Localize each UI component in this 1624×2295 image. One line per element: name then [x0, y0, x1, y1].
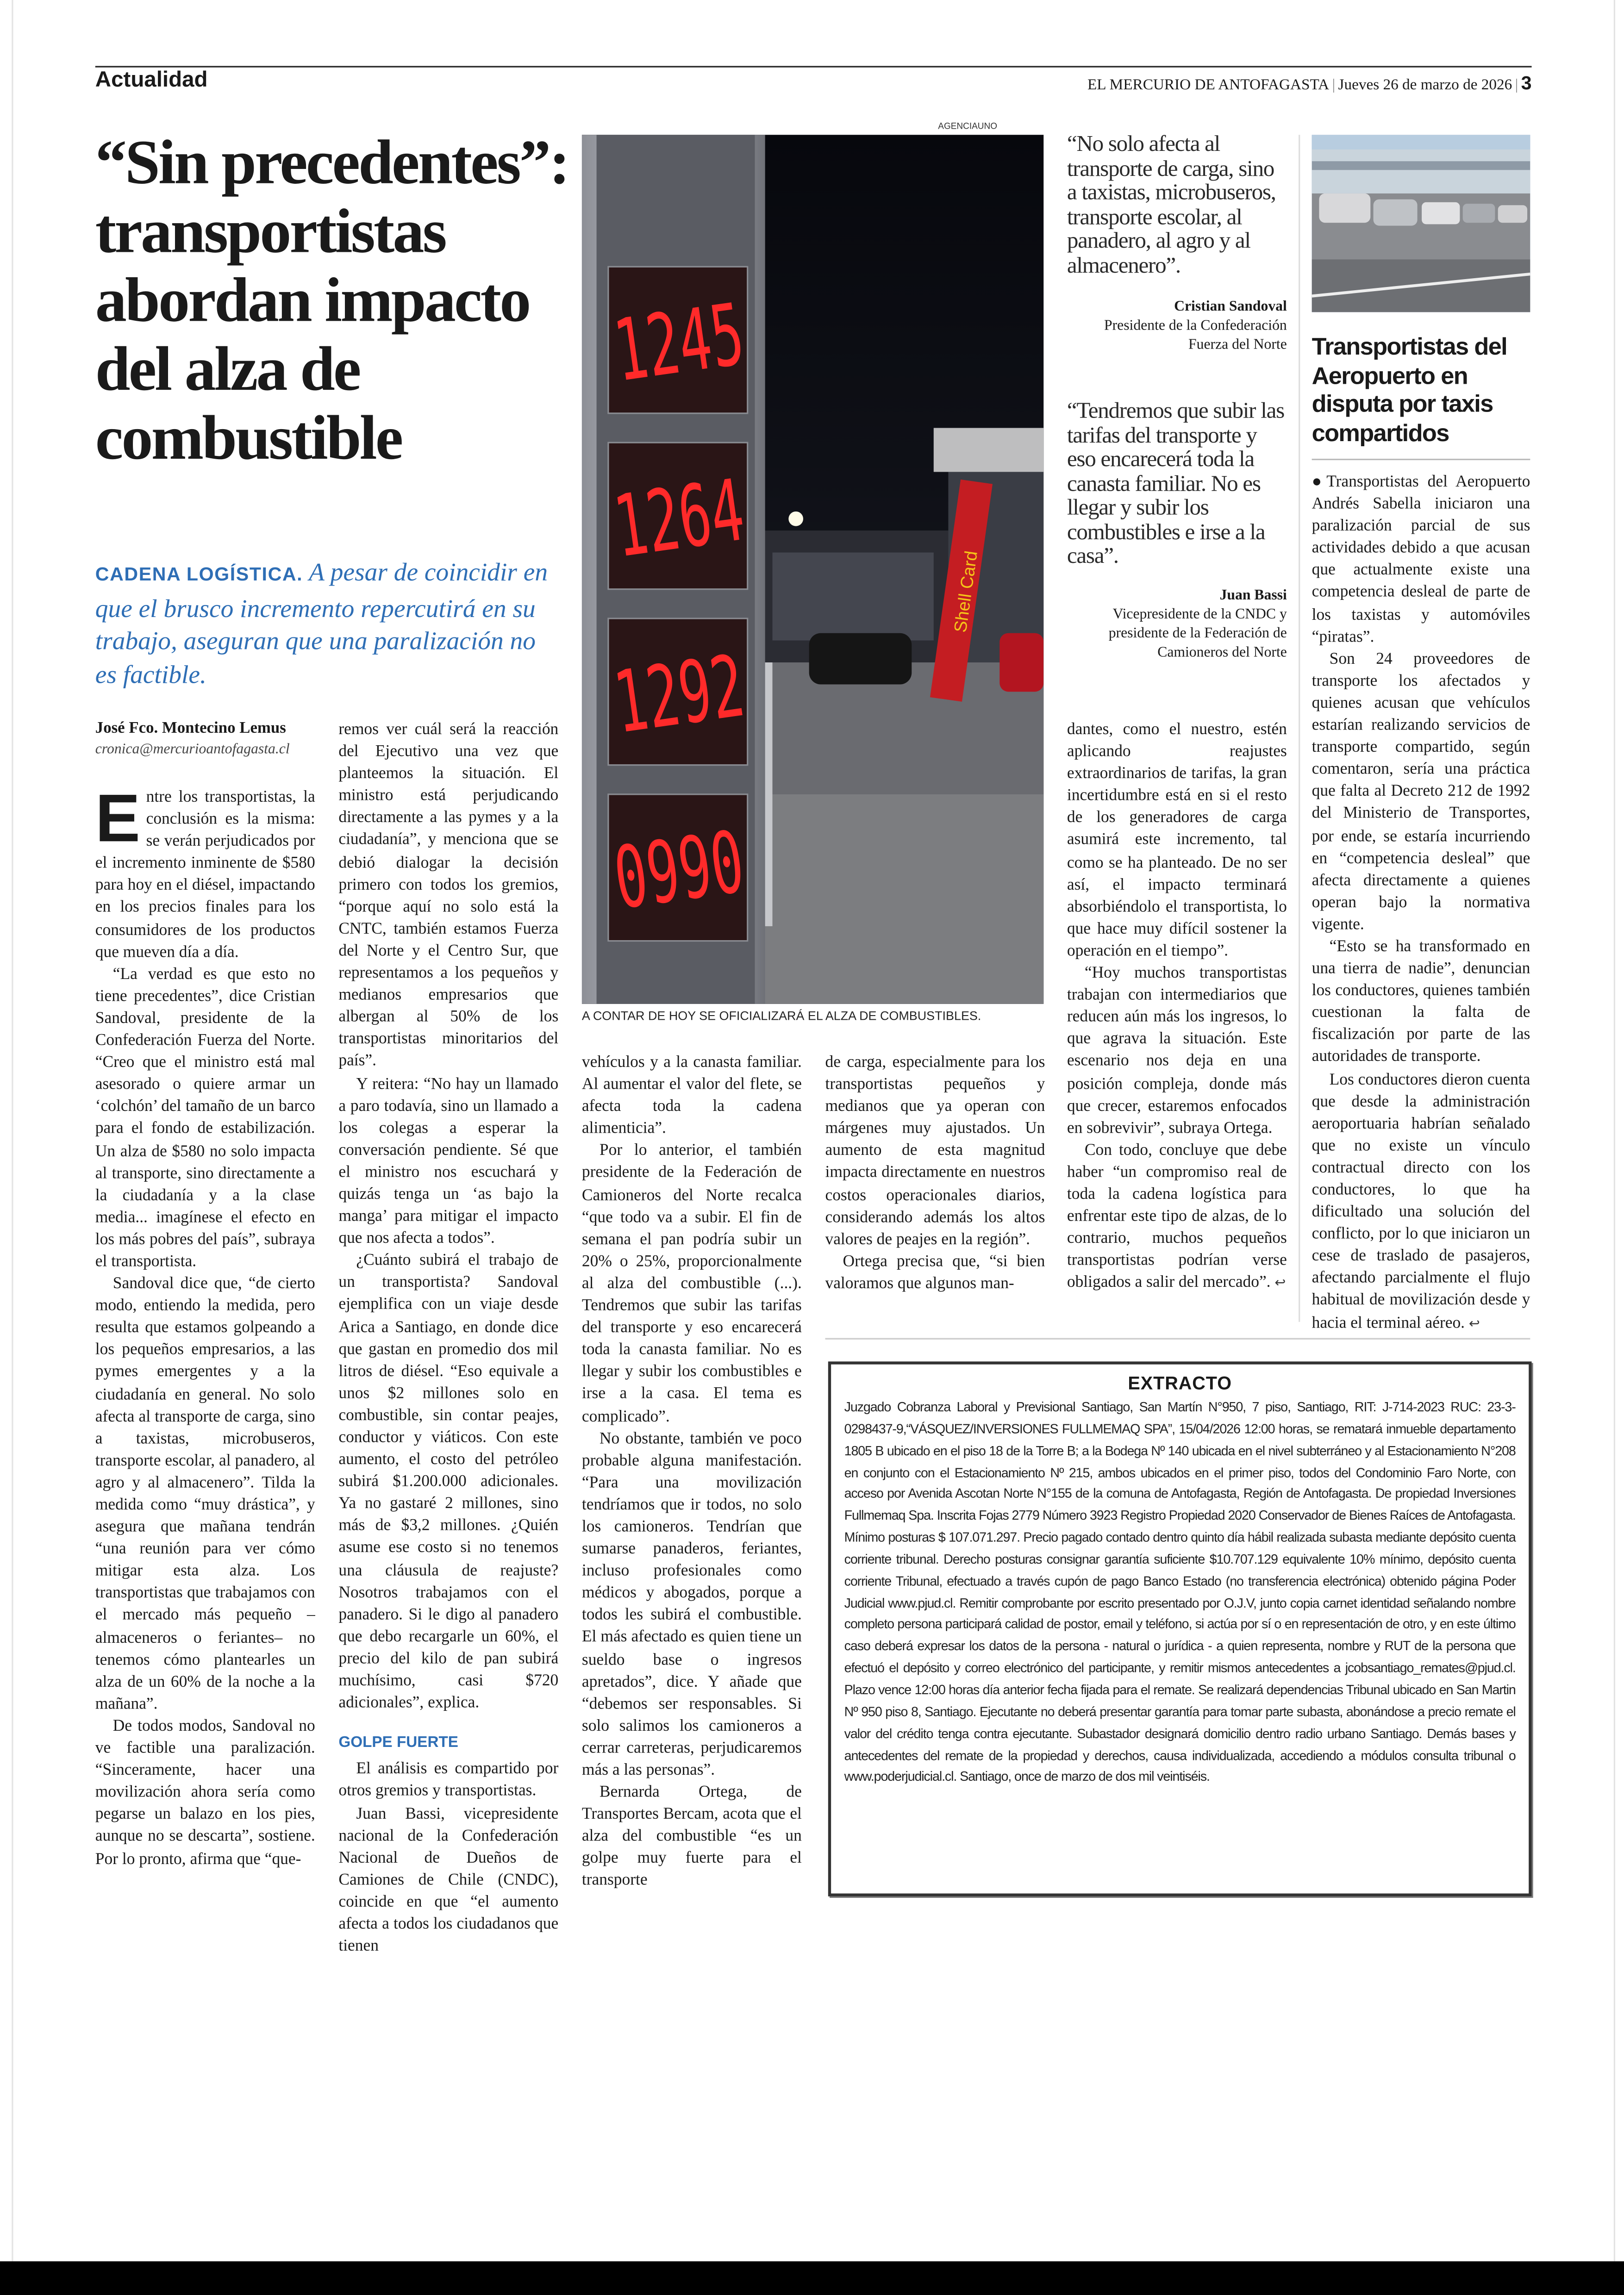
issue-date: Jueves 26 de marzo de 2026 [1338, 77, 1512, 94]
paragraph-text: Juan Bassi, vicepresidente nacional de la Confederación Nacional de Dueños de Camiones de Chile (CNDC), coincide en que “el aumento afecta a todos los ciudadanos que tienen [338, 1805, 559, 1955]
article-column-1 [95, 780, 315, 1871]
end-of-article-icon: ↩ [1274, 1277, 1286, 1292]
paragraph-text: ●Transportistas del Aeropuerto Andrés Sabella iniciaron una paralización parcial de sus actividades debido a que acusan que actualmente existe una competencia desleal de parte de los taxistas y automóviles “piratas”. [1312, 473, 1530, 646]
paragraph-text: “Esto se ha transformado en una tierra de nadie”, denuncian los conductores, quienes también cuestionan la falta de fiscalización por parte de las autoridades de transporte. [1312, 938, 1530, 1066]
fuel-price-digits: 1245 [608, 274, 825, 401]
article-paragraph [338, 1803, 558, 1958]
subhead-golpe-fuerte: GOLPE FUERTE [338, 1734, 458, 1752]
notice-title: EXTRACTO [1128, 1373, 1232, 1394]
paragraph-text: “Hoy muchos transportistas trabajan con intermediarios que reducen aún más los ingresos, lo que agrava la situación. Este escenario nos deja en una posición compleja, donde más que crecer, estaremos enfocados en sobrevivir”, subraya Ortega. [1067, 964, 1287, 1137]
byline [95, 720, 315, 758]
pull-quote-2-attribution [1067, 586, 1287, 662]
article-column-3 [582, 1052, 802, 1893]
notice-divider [825, 1338, 1530, 1340]
article-paragraph [338, 1073, 558, 1250]
paragraph-text: de carga, especialmente para los transportistas pequeños y medianos que ya operan con márgenes muy ajustados. Un aumento de esta magnitud impacta directamente en nuestros costos operacionales diarios, considerando además los altos valores de peajes en la región”. [825, 1054, 1045, 1248]
paragraph-text: Y reitera: “No hay un llamado a paro todavía, sino un llamado a los colegas a esperar la conversación pendiente. Sé que el ministro nos escuchará y quizás tenga un ‘as bajo la manga’ para mitigar el impacto que nos afecta a todos”. [338, 1075, 559, 1247]
article-column-5 [1067, 720, 1287, 1297]
lede-kicker: CADENA LOGÍSTICA. [95, 562, 303, 585]
article-paragraph [1312, 936, 1530, 1069]
fuel-price-sign-photo [582, 135, 1043, 1004]
article-lede [95, 555, 557, 690]
column-divider [1299, 135, 1300, 1322]
paragraph-text: Sandoval dice que, “de cierto modo, entiendo la medida, pero resulta que estamos golpeando a los pequeños empresarios, a las pymes emergentes y a la ciudadanía en general. No solo afecta al transporte de carga, sino a taxistas, microbuseros, transporte escolar, al panadero, al agro y al almacenero”. Tilda la medida como “muy drástica”, y asegura que mañana tendrán “una reunión para ver cómo mitigar esta alza. Los transportistas que trabajamos con el mercado más pequeño –almaceneros o feriantes– no tenemos cómo plantearles un alza de un 60% de la noche a la mañana”. [95, 1275, 315, 1713]
airport-illustration [1312, 135, 1530, 312]
shell-card-banner: Shell Card [950, 549, 982, 634]
author-name: José Fco. Montecino Lemus [95, 719, 286, 737]
article-paragraph [1067, 720, 1287, 963]
paragraph-text: Ortega precisa que, “si bien valoramos que algunos man- [825, 1253, 1045, 1293]
end-of-article-icon: ↩ [1468, 1316, 1480, 1332]
lede-text: A pesar de coincidir en que el brusco incremento repercutirá en su trabajo, aseguran que una paralización no es factible. [95, 557, 548, 688]
legal-notice-box [828, 1361, 1532, 1896]
paragraph-text: Por lo anterior, el también presidente de la Federación de Camioneros del Norte recalca “que todo va a subir. El fin de semana el pan podría subir un 20% o 25%, proporcionalmente al alza del combustible (...). Tendremos que subir las tarifas del transporte y eso encarecerá toda la canasta familiar. No es llegar y subir los combustibles e irse a la casa. El tema es complicado”. [581, 1142, 802, 1425]
paragraph-text: Los conductores dieron cuenta que desde la administración aeroportuaria habrían señalado que no existe un vínculo contractual directo con los conductores, lo que ha dificultado una solución del conflicto, por lo que iniciaron un cese de traslado de pasajeros, afectando parcialmente el flujo habitual de movilización desde y hacia el terminal aéreo. [1312, 1070, 1530, 1332]
quote-person: Cristian Sandoval [1174, 299, 1287, 315]
article-paragraph [95, 1274, 315, 1716]
article-paragraph [1067, 963, 1287, 1140]
photo-illustration [582, 135, 1043, 1004]
fuel-price-digits: 1292 [608, 626, 825, 753]
article-paragraph [582, 1782, 802, 1893]
paragraph-text: El análisis es compartido por otros gremios y transportistas. [338, 1760, 559, 1801]
article-paragraph [825, 1251, 1045, 1296]
quote-role: Vicepresidente de la CNDC y presidente de la Federación de Camioneros del Norte [1108, 606, 1287, 661]
photo-credit: AGENCIAUNO [938, 123, 998, 132]
paragraph-text: remos ver cuál será la reacción del Ejecutivo una vez que planteemos la situación. El ministro está perjudicando directamente a las pymes y a la ciudadanía”, y menciona que se debió dialogar la decisión primero con todos los gremios, “porque aquí no solo está la CNTC, también estamos Fuerza del Norte y el Centro Sur, que representamos a los pequeños y medianos empresarios que albergan al 50% de los transportistas minoritarios del país”. [338, 721, 559, 1071]
airport-taxis-photo [1312, 135, 1530, 312]
photo-caption: A CONTAR DE HOY SE OFICIALIZARÁ EL ALZA DE COMBUSTIBLES. [581, 1008, 981, 1023]
newspaper-name: EL MERCURIO DE ANTOFAGASTA [1087, 77, 1330, 94]
article-paragraph [582, 1141, 802, 1428]
masthead: EL MERCURIO DE ANTOFAGASTA | Jueves 26 de marzo de 2026 | 3 [1087, 72, 1532, 94]
article-paragraph [95, 1716, 315, 1871]
notice-body: Juzgado Cobranza Laboral y Previsional Santiago, San Martín N°950, 7 piso, Santiago, RIT: J-714-2023 RUC: 23-3-0298437-9,“VÁSQUEZ/INVERSIONES FULLMEMAQ SPA”, 15/04/2026 12:00 horas, se rematará inmueble departamento 1805 B ubicado en el piso 18 de la Torre B; a la Bodega Nº 140 ubicada en el nivel subterráneo y al Estacionamiento N°208 en conjunto con el Estacionamiento Nº 215, ambos ubicados en el primer piso, todos del Condominio Faro Norte, con acceso por Avenida Ascotan Norte N°155 de la comuna de Antofagasta, Región de Antofagasta. De propiedad Inversiones Fullmemaq Spa. Inscrita Fojas 2779 Número 3923 Registro Propiedad 2020 Conservador de Bienes Raíces de Antofagasta. Mínimo posturas $ 107.071.297. Precio pagado contado dentro quinto día hábil realizada subasta mediante depósito cuenta corriente tribunal. Derecho posturas consignar garantía suficiente $10.707.129 equivalente 10% mínimo, depósito cuenta corriente Tribunal, efectuado a través cupón de pago Banco Estado (no transferencia electrónica) obtenido página Poder Judicial www.pjud.cl. Remitir comprobante por escrito presentado por O.J.V, junto copia carnet identidad señalando nombre completo persona participará calidad de postor, email y teléfono, si actúa por sí o en representación de otro, y en este último caso deberá expresar los datos de la persona - natural o jurídica - a quien representa, nombre y RUT de la persona que efectuó el depósito y correo electrónico del participante, y remitir mismos antecedentes a jcobsantiago_remates@pjud.cl. Plazo vence 12:00 horas día anterior fecha fijada para el remate. Se realizará dependencias Tribunal ubicado en San Martin Nº 950 piso 8, Santiago. Ejecutante no deberá presentar garantía para tomar parte subasta, abonándose a precio remate el valor del crédito tenga contra ejecutante. Subastador designará domicilio dentro radio urbano Santiago. Demás bases y antecedentes del remate de la propiedad y derechos, causa individualizada, accediendo a módulos consulta tribunal o www.poderjudicial.cl. Santiago, once de marzo de dos mil veintiséis. [844, 1399, 1516, 1784]
section-label: Actualidad [95, 67, 208, 93]
article-paragraph [95, 780, 315, 964]
paragraph-text: Bernarda Ortega, de Transportes Bercam, acota que el alza del combustible “es un golpe muy fuerte para el transporte [581, 1784, 802, 1890]
sidebar-headline: Transportistas del Aeropuerto en disputa por taxis compartidos [1312, 334, 1507, 447]
fuel-price-digits: 0990 [608, 802, 825, 929]
article-column-4 [825, 1052, 1045, 1296]
article-paragraph [95, 964, 315, 1273]
sidebar-divider [1312, 459, 1530, 460]
paragraph-text: No obstante, también ve poco probable alguna manifestación. “Para una movilización tendríamos que ir todos, no solo los camioneros. Tendrían que sumarse panaderos, feriantes, incluso profesionales como médicos y abogados, porque a todos les subirá el combustible. El más afectado es quien tiene un sueldo base o ingresos apretados”, dice. Y añade que “debemos ser responsables. Si solo salimos los camioneros a cerrar carreteras, perjudicaremos más a las personas”. [581, 1429, 802, 1779]
pull-quote-1-attribution [1067, 298, 1287, 355]
article-headline: “Sin precedentes”: transportistas abordan impacto del alza de combustible [95, 129, 568, 474]
paragraph-text: Son 24 proveedores de transporte los afectados y quienes acusan que vehículos estarían realizando servicios de transporte compartido, según comentaron, sería una práctica que falta al Decreto 212 de 1992 del Ministerio de Transportes, por ende, se estaría incurriendo en “competencia desleal” que afecta directamente a quienes operan bajo la normativa vigente. [1312, 650, 1530, 934]
article-paragraph [338, 1759, 558, 1803]
paragraph-text: vehículos y a la canasta familiar. Al aumentar el valor del flete, se afecta toda la cadena alimenticia”. [581, 1054, 802, 1138]
paragraph-text: ¿Cuánto subirá el trabajo de un transportista? Sandoval ejemplifica con un viaje desde Arica a Santiago, en donde dice que gastan en promedio dos mil litros de diésel. “Eso equivale a unos $2 millones solo en combustible, sin contar peajes, conductor y viáticos. Con este aumento, el costo del petróleo subirá $1.200.000 adicionales. Ya no gastaré 2 millones, sino más de $3,2 millones. ¿Quién asume ese costo si no tenemos una cláusula de reajuste? Nosotros trabajamos con el panadero. Si le digo al panadero que debo recargarle un 60%, el precio del kilo de pan subirá muchísimo, casi $720 adicionales”, explica. [338, 1252, 559, 1712]
header-rule [95, 66, 1532, 67]
pull-quote-2: “Tendremos que subir las tarifas del transporte y eso encarecerá toda la canasta familiar. No es llegar y subir los combustibles e irse a la casa”. [1067, 399, 1284, 569]
bottom-bar [0, 2261, 1624, 2295]
article-paragraph [582, 1428, 802, 1783]
paragraph-text: Con todo, concluye que debe haber “un compromiso real de toda la cadena logística para enfrentar este tipo de alzas, de lo contrario, muchos pequeños transportistas podrían verse obligados a salir del mercado”. [1067, 1141, 1287, 1292]
article-paragraph [338, 720, 558, 1074]
author-email[interactable]: cronica@mercurioantofagasta.cl [95, 742, 290, 758]
article-paragraph [1067, 1140, 1287, 1297]
page-number: 3 [1521, 72, 1532, 94]
article-paragraph [338, 1250, 558, 1715]
paragraph-text: ntre los transportistas, la conclusión es la misma: se verán perjudicados por el incremento inminente de $580 para hoy en el diésel, impactando en los precios finales para los consumidores de los productos que mueven día a día. [95, 788, 315, 961]
paragraph-text: De todos modos, Sandoval no ve factible una paralización. “Sinceramente, hacer una movilización ahora sería como pegarse un balazo en los pies, aunque no se descarta”, sostiene. Por lo pronto, afirma que “que- [95, 1717, 315, 1868]
sidebar-column [1312, 472, 1530, 1336]
drop-cap: E [95, 780, 140, 856]
quote-role: Presidente de la Confederación Fuerza del Norte [1104, 318, 1287, 354]
article-column-2 [338, 720, 558, 1958]
pull-quote-1: “No solo afecta al transporte de carga, sino a taxistas, microbuseros, transporte escolar, al panadero, al agro y al almacenero”. [1067, 131, 1276, 278]
paragraph-text: dantes, como el nuestro, estén aplicando reajustes extraordinarios de tarifas, la gran incertidumbre está en si el resto de los generadores de carga asumirá este incremento, tal como se ha planteado. De no ser así, el impacto terminará absorbiéndolo el transportista, lo que hace muy difícil sostener la operación en el tiempo”. [1067, 721, 1287, 960]
article-paragraph [1312, 649, 1530, 936]
article-paragraph [1312, 1069, 1530, 1336]
article-paragraph [582, 1052, 802, 1141]
paragraph-text: “La verdad es que esto no tiene precedentes”, dice Cristian Sandoval, presidente de la Confederación Fuerza del Norte. “Creo que el ministro está mal asesorado o quiere armar un ‘colchón’ del tamaño de un barco para el fondo de estabilización. Un alza de $580 no solo impacta al transporte, sino directamente a la ciudadanía y a la clase media... imagínese el efecto en los más pobres del país”, subraya el transportista. [95, 965, 315, 1271]
article-paragraph [825, 1052, 1045, 1251]
quote-person: Juan Bassi [1219, 587, 1287, 604]
fuel-price-digits: 1264 [608, 450, 825, 577]
article-paragraph [1312, 472, 1530, 649]
